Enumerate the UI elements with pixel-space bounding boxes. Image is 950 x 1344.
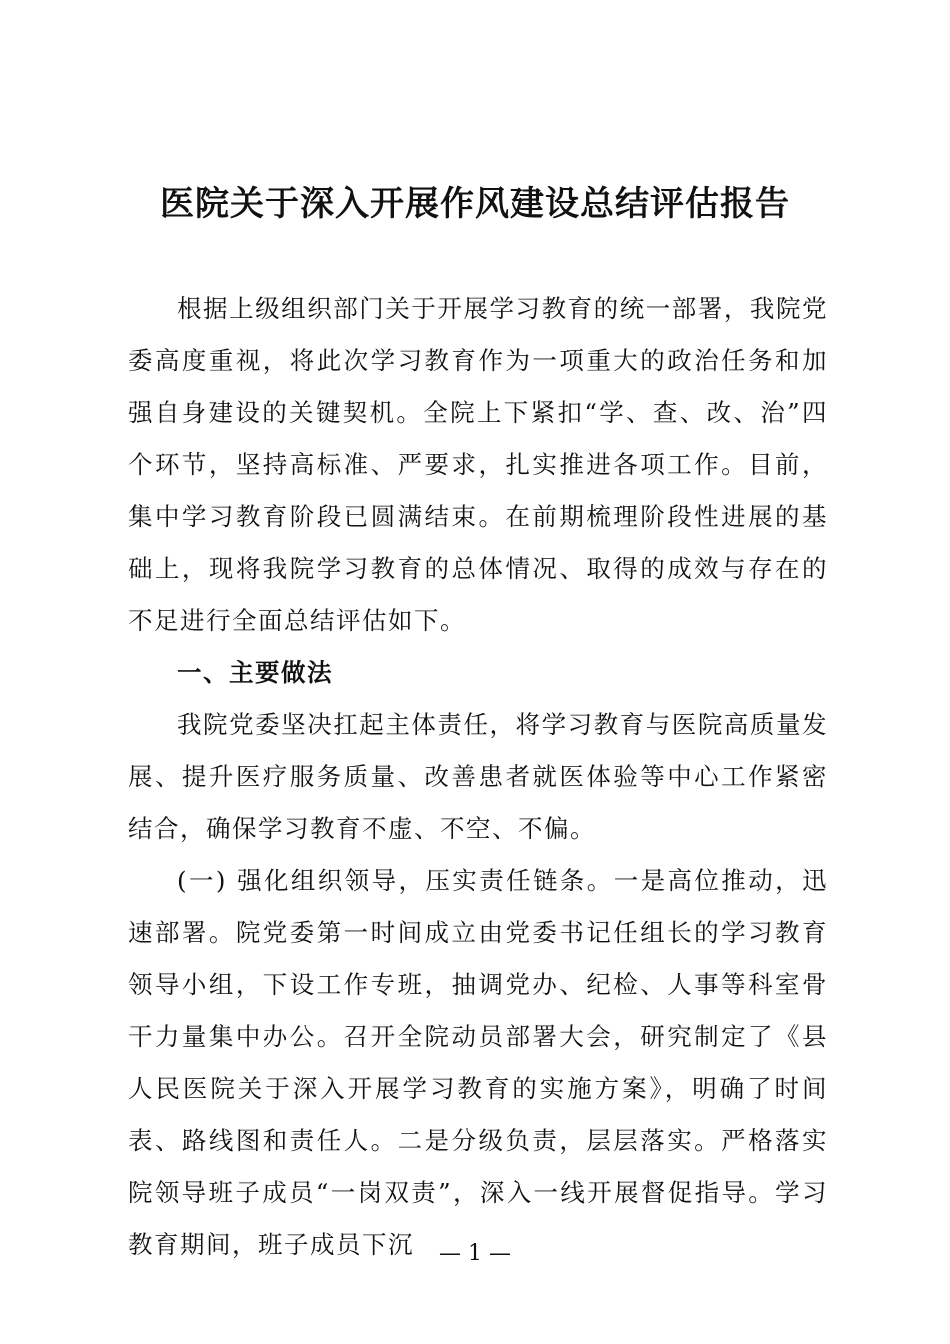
section-heading-main-practices: 一、主要做法 bbox=[177, 658, 333, 687]
document-title: 医院关于深入开展作风建设总结评估报告 bbox=[160, 184, 790, 224]
intro-paragraph: 根据上级组织部门关于开展学习教育的统一部署，我院党委高度重视，将此次学习教育作为一项重大的政治任务和加强自身建设的关键契机。全院上下紧扣“学、查、改、治”四个环节，坚持高标准、严要求，扎实推进各项工作。目前，集中学习教育阶段已圆满结束。在前期梳理阶段性进展的基础上，现将我院学习教育的总体情况、取得的成效与存在的不足进行全面总结评估如下。 bbox=[128, 294, 828, 635]
document-body bbox=[128, 283, 828, 1271]
page-number: — 1 — bbox=[439, 1241, 511, 1266]
section-paragraph: 我院党委坚决扛起主体责任，将学习教育与医院高质量发展、提升医疗服务质量、改善患者就医体验等中心工作紧密结合，确保学习教育不虚、不空、不偏。 bbox=[128, 710, 828, 843]
subsection-paragraph-organization: (一) 强化组织领导，压实责任链条。一是高位推动，迅速部署。院党委第一时间成立由党委书记任组长的学习教育领导小组，下设工作专班，抽调党办、纪检、人事等科室骨干力量集中办公。召开全院动员部署大会，研究制定了《县人民医院关于深入开展学习教育的实施方案》，明确了时间表、路线图和责任人。二是分级负责，层层落实。严格落实院领导班子成员“一岗双责”，深入一线开展督促指导。学习教育期间，班子成员下沉 bbox=[128, 866, 828, 1259]
